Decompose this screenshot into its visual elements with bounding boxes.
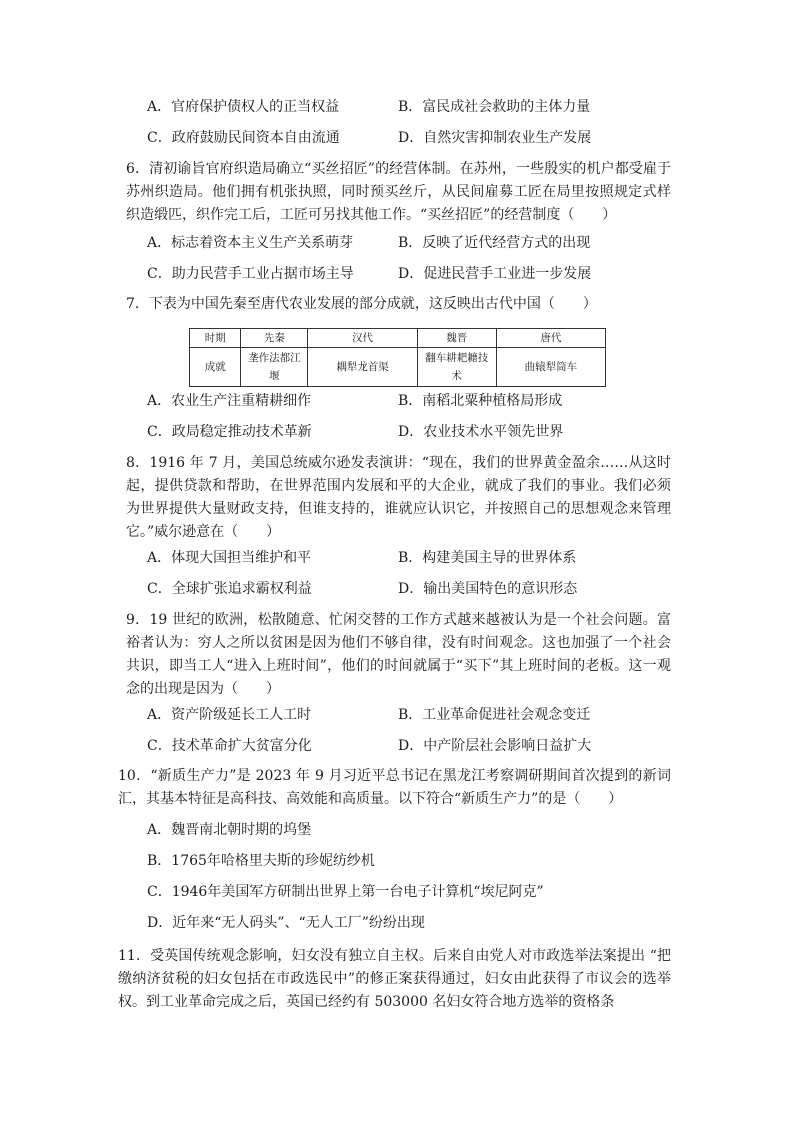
q7-option-a[interactable]: A．农业生产注重精耕细作: [147, 393, 312, 409]
q9-options-row-2: [147, 731, 667, 762]
q7-option-b[interactable]: B．南稻北粟种植格局形成: [398, 393, 563, 409]
q9-option-d[interactable]: D．中产阶层社会影响日益扩大: [398, 738, 592, 754]
table-header-cell: 魏晋: [417, 329, 496, 348]
question-9-stem: 19 世纪的欧洲，松散随意、忙闲交替的工作方式越来越被认为是一个社会问题。富裕者认为：穷人之所以贫困是因为他们不够自律，没有时间观念。这也加强了一个社会共识，即当工人“进入上班时间”，他们的时间就属于“买下”其上班时间的老板。这一观念的出现是因为（ ）: [126, 612, 671, 697]
q6-option-a[interactable]: A．标志着资本主义生产关系萌芽: [147, 235, 354, 251]
q5-option-d[interactable]: D．自然灾害抑制农业生产发展: [398, 130, 592, 146]
q6-options-row-2: [147, 259, 667, 290]
q8-option-a[interactable]: A．体现大国担当维护和平: [147, 550, 312, 566]
q9-option-c[interactable]: C．技术革命扩大贫富分化: [147, 738, 312, 754]
question-7-stem: 下表为中国先秦至唐代农业发展的部分成就，这反映出古代中国（ ）: [148, 296, 597, 312]
q8-option-c[interactable]: C．全球扩张追求霸权利益: [147, 581, 312, 597]
question-8: [126, 452, 671, 544]
q10-option-c[interactable]: C．1946年美国军方研制出世界上第一台电子计算机“埃尼阿克”: [147, 884, 544, 900]
table-cell: 翻车耕耙耱技术: [417, 348, 496, 387]
q9-options: [147, 700, 667, 762]
q8-options: [147, 543, 667, 605]
table-cell: 成就: [190, 348, 241, 387]
question-7: [126, 293, 671, 316]
q9-options-row-1: [147, 700, 667, 731]
q6-option-b[interactable]: B．反映了近代经营方式的出现: [398, 235, 591, 251]
question-10-number: 10．: [118, 768, 151, 784]
q7-options-row-1: [147, 386, 667, 417]
q7-options: [147, 386, 667, 448]
q5-option-a[interactable]: A．官府保护债权人的正当权益: [147, 99, 340, 115]
question-10: [118, 765, 671, 811]
q8-option-b[interactable]: B．构建美国主导的世界体系: [398, 550, 577, 566]
table-header-cell: 先秦: [241, 329, 308, 348]
table-cell: 垄作法都江堰: [241, 348, 308, 387]
q5-options-row-1: [147, 92, 667, 123]
q5-options: [147, 92, 667, 154]
q5-options-row-2: [147, 123, 667, 154]
q9-option-a[interactable]: A．资产阶级延长工人工时: [147, 707, 312, 723]
q6-option-c[interactable]: C．助力民营手工业占据市场主导: [147, 266, 354, 282]
q6-options-row-1: [147, 228, 667, 259]
question-6-number: 6．: [126, 161, 150, 177]
table-header-cell: 汉代: [308, 329, 417, 348]
question-10-stem: “新质生产力”是 2023 年 9 月习近平总书记在黑龙江考察调研期间首次提到的新词汇，其基本特征是高科技、高效能和高质量。以下符合“新质生产力”的是（ ）: [118, 768, 671, 807]
table-header-row: [190, 329, 606, 348]
q8-option-d[interactable]: D．输出美国特色的意识形态: [398, 581, 578, 597]
table-row: [190, 348, 606, 387]
q6-options: [147, 228, 667, 290]
table-cell: 曲辕犁筒车: [496, 348, 605, 387]
question-7-number: 7．: [126, 296, 149, 312]
table-header-cell: 时期: [190, 329, 241, 348]
question-11-stem: 受英国传统观念影响，妇女没有独立自主权。后来自由党人对市政选举法案提出 “把缴纳济贫税的妇女包括在市政选民中”的修正案获得通过，妇女由此获得了市议会的选举权。到工业革命完成之后，英国已经约有 503000 名妇女符合地方选举的资格条: [118, 948, 671, 1010]
q7-option-d[interactable]: D．农业技术水平领先世界: [398, 424, 564, 440]
question-8-stem: 1916 年 7 月，美国总统威尔逊发表演讲：“现在，我们的世界黄金盈余……从这时起，提供贷款和帮助，在世界范围内发展和平的大企业，就成了我们的事业。我们必须为世界提供大量财政支持，但谁支持的，谁就应认识它，并按照自己的思想观念来管理它。”威尔逊意在（ ）: [126, 455, 671, 540]
question-6: [126, 158, 671, 227]
agriculture-achievements-table: [189, 328, 606, 387]
question-11-number: 11．: [118, 948, 151, 964]
q10-options: [147, 815, 687, 939]
table-cell: 耦犁龙首渠: [308, 348, 417, 387]
q5-option-c[interactable]: C．政府鼓励民间资本自由流通: [147, 130, 340, 146]
question-11: [118, 945, 671, 1014]
question-9: [126, 609, 671, 701]
q7-option-c[interactable]: C．政局稳定推动技术革新: [147, 424, 312, 440]
q5-option-b[interactable]: B．富民成社会救助的主体力量: [398, 99, 591, 115]
question-6-stem: 清初谕旨官府织造局确立“买丝招匠”的经营体制。在苏州，一些殷实的机户都受雇于苏州织造局。他们拥有机张执照，同时预买丝斤，从民间雇募工匠在局里按照规定式样织造缎匹，织作完工后，工匠可另找其他工作。“买丝招匠”的经营制度（ ）: [126, 161, 671, 223]
q8-options-row-2: [147, 574, 667, 605]
q10-option-d[interactable]: D．近年来“无人码头”、“无人工厂”纷纷出现: [147, 915, 425, 931]
q8-options-row-1: [147, 543, 667, 574]
q7-options-row-2: [147, 417, 667, 448]
q10-option-a[interactable]: A．魏晋南北朝时期的坞堡: [147, 822, 312, 838]
question-9-number: 9．: [126, 612, 150, 628]
q6-option-d[interactable]: D．促进民营手工业进一步发展: [398, 266, 592, 282]
question-8-number: 8．: [126, 455, 150, 471]
q9-option-b[interactable]: B．工业革命促进社会观念变迁: [398, 707, 591, 723]
q10-option-b[interactable]: B．1765年哈格里夫斯的珍妮纺纱机: [147, 853, 375, 869]
table-header-cell: 唐代: [496, 329, 605, 348]
